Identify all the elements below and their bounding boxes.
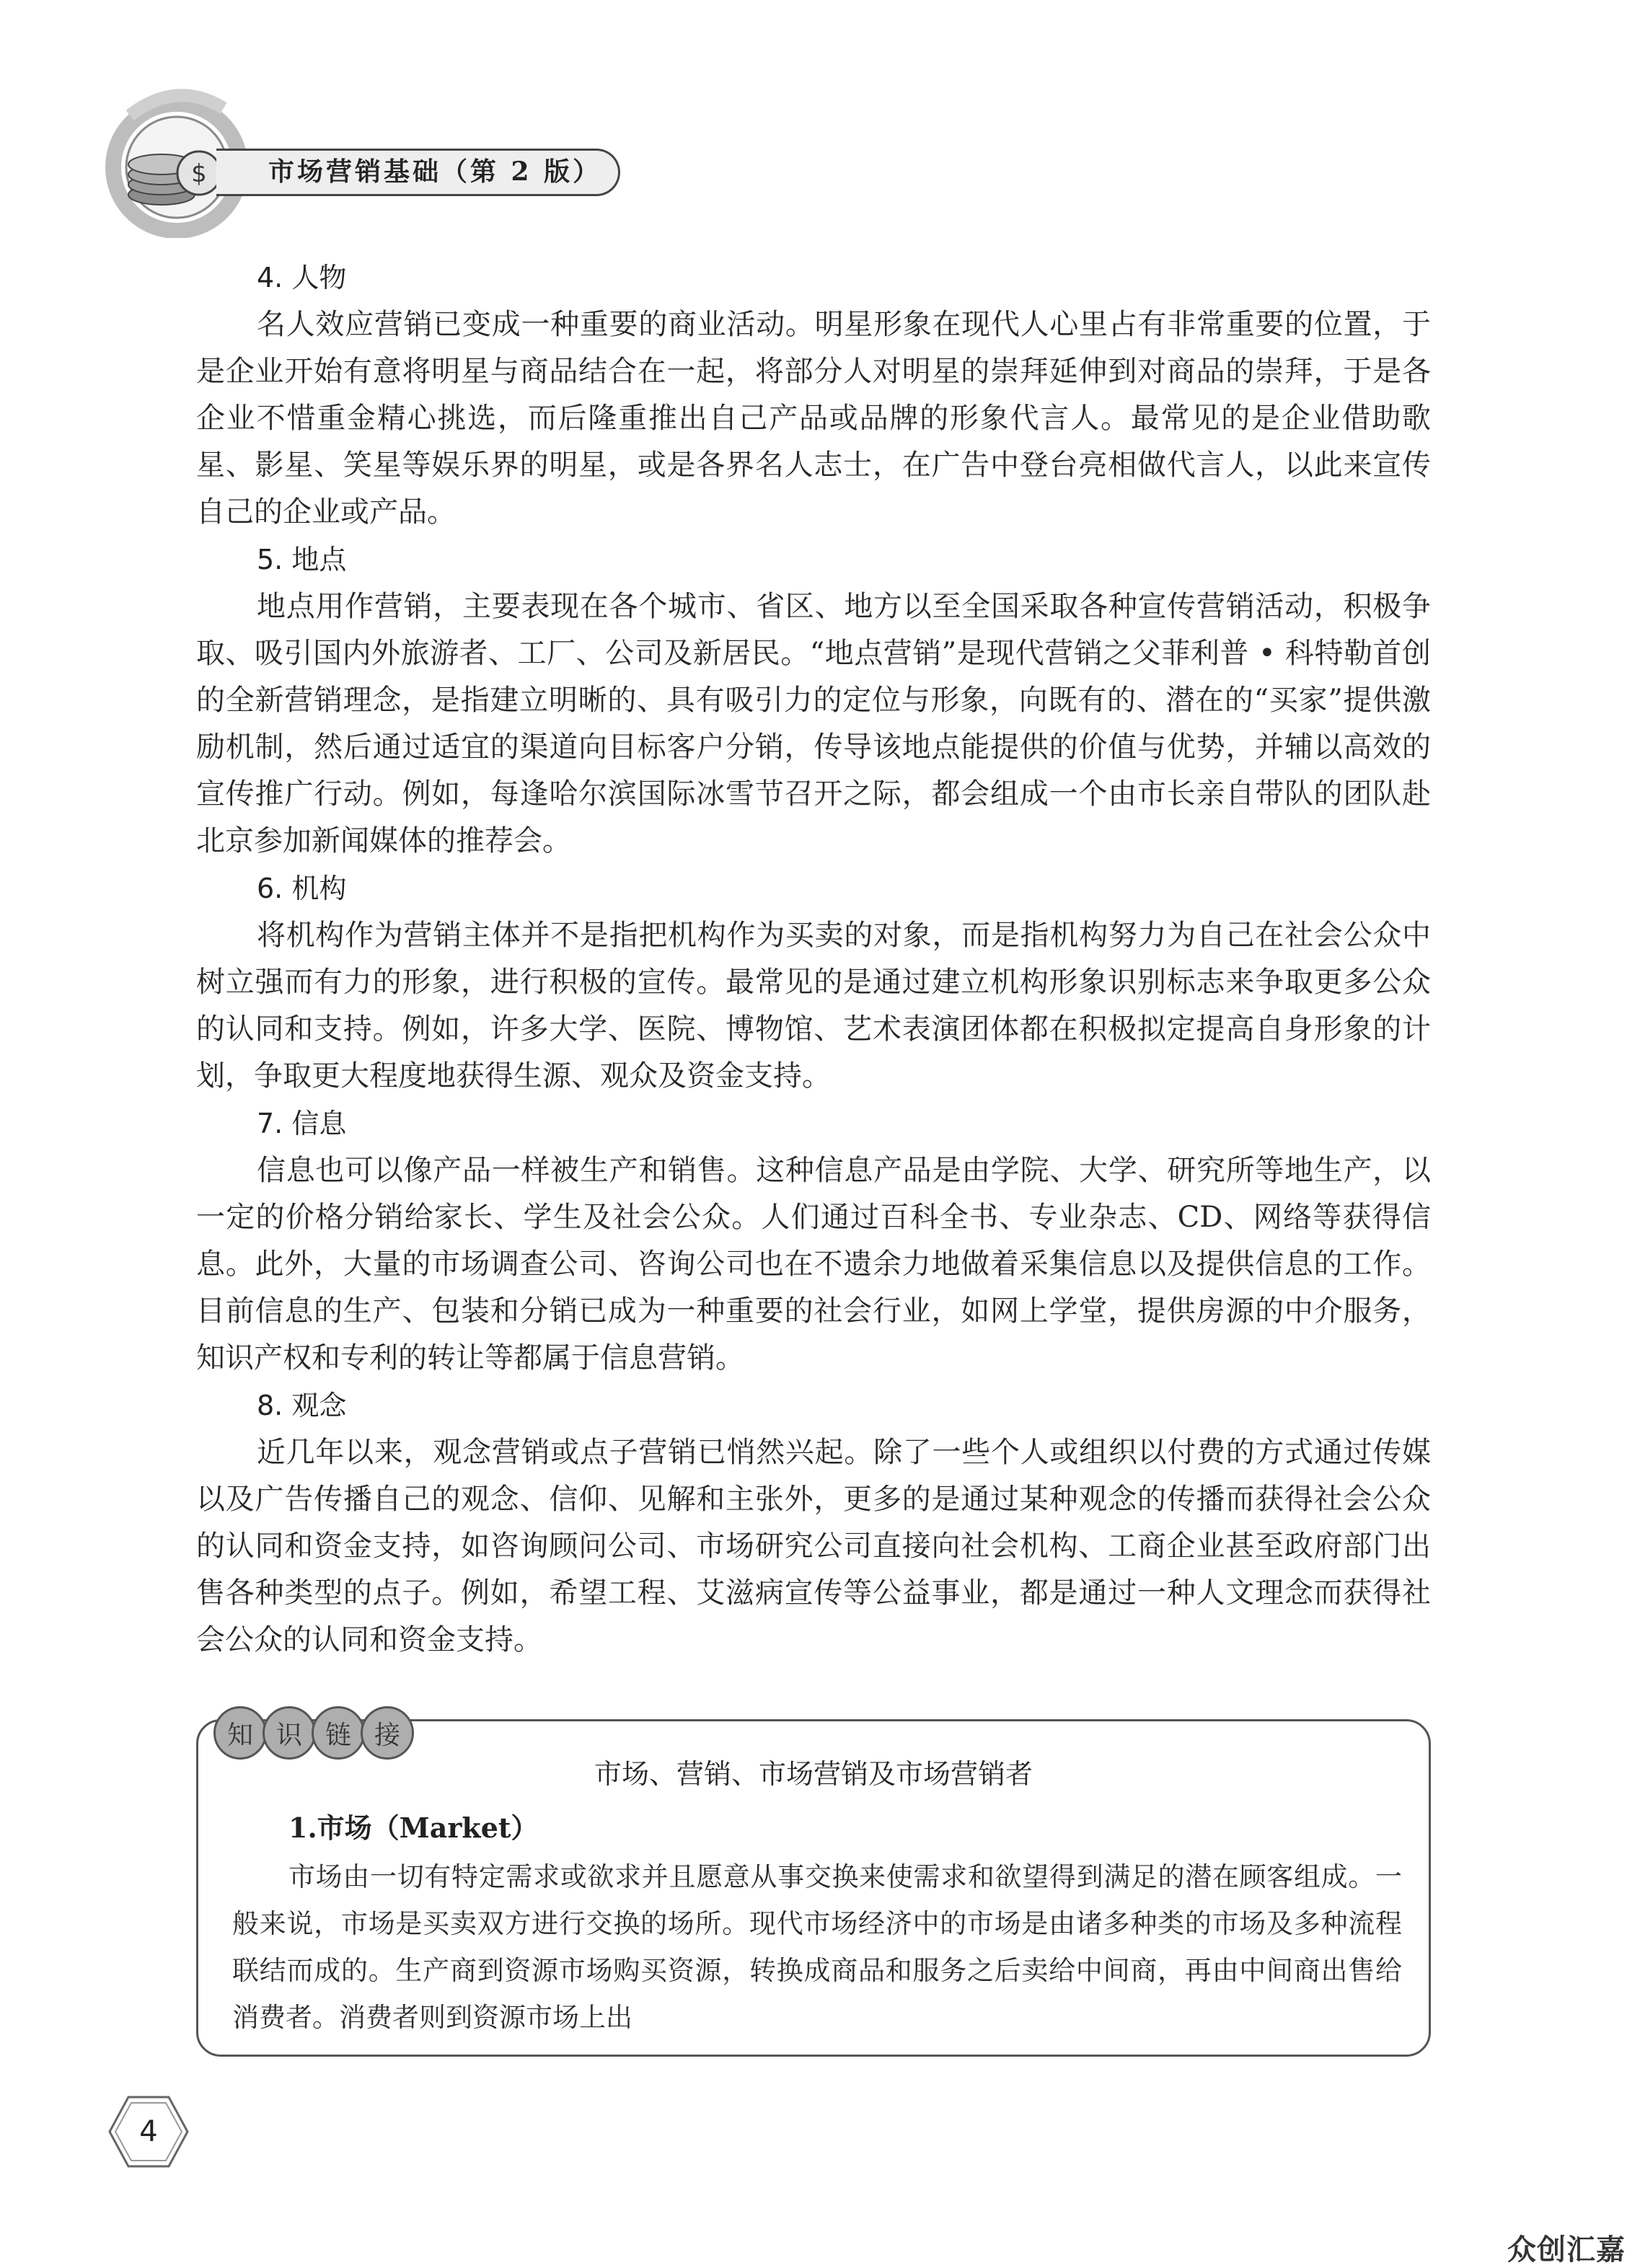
- svg-text:$: $: [191, 159, 207, 188]
- knowledge-label-char: 知: [213, 1706, 267, 1760]
- section-heading: 8. 观念: [257, 1390, 347, 1421]
- knowledge-subheading: 1.市场（Market）: [288, 1812, 539, 1844]
- knowledge-label: [213, 1706, 410, 1760]
- knowledge-body: [232, 1853, 1402, 2041]
- section-paragraph: 名人效应营销已变成一种重要的商业活动。明星形象在现代人心里占有非常重要的位置，于是企业开始有意将明星与商品结合在一起，将部分人对明星的崇拜延伸到对商品的崇拜，于是各企业不惜重金精心挑选，而后隆重推出自己产品或品牌的形象代言人。最常见的是企业借助歌星、影星、笑星等娱乐界的明星，或是各界名人志士，在广告中登台亮相做代言人，以此来宣传自己的企业或产品。: [196, 308, 1431, 529]
- section-heading: 6. 机构: [257, 873, 347, 904]
- book-title: 市场营销基础（第 2 版）: [268, 156, 602, 187]
- section-heading: 7. 信息: [257, 1108, 347, 1139]
- knowledge-label-char: 接: [361, 1706, 414, 1760]
- knowledge-paragraph: 市场由一切有特定需求或欲求并且愿意从事交换来使需求和欲望得到满足的潜在顾客组成。一般来说，市场是买卖双方进行交换的场所。现代市场经济中的市场是由诸多种类的市场及多种流程联结而成的。生产商到资源市场购买资源，转换成商品和服务之后卖给中间商，再由中间商出售给消费者。消费者则到资源市场上出: [232, 1861, 1402, 2033]
- main-content: [196, 254, 1431, 1664]
- watermark: 众创汇嘉: [1507, 2233, 1626, 2267]
- page-number: 4: [139, 2115, 158, 2148]
- knowledge-label-char: 识: [263, 1706, 316, 1760]
- section-heading: 4. 人物: [257, 262, 347, 294]
- section-paragraph: 信息也可以像产品一样被生产和销售。这种信息产品是由学院、大学、研究所等地生产，以一定的价格分销给家长、学生及社会公众。人们通过百科全书、专业杂志、CD、网络等获得信息。此外，大量的市场调查公司、咨询公司也在不遗余力地做着采集信息以及提供信息的工作。目前信息的生产、包装和分销已成为一种重要的社会行业，如网上学堂，提供房源的中介服务，知识产权和专利的转让等都属于信息营销。: [196, 1154, 1431, 1375]
- knowledge-label-char: 链: [312, 1706, 365, 1760]
- section-paragraph: 将机构作为营销主体并不是指把机构作为买卖的对象，而是指机构努力为自己在社会公众中树立强而有力的形象，进行积极的宣传。最常见的是通过建立机构形象识别标志来争取更多公众的认同和支持。例如，许多大学、医院、博物馆、艺术表演团体都在积极拟定提高自身形象的计划，争取更大程度地获得生源、观众及资金支持。: [196, 919, 1431, 1093]
- section-paragraph: 近几年以来，观念营销或点子营销已悄然兴起。除了一些个人或组织以付费的方式通过传媒以及广告传播自己的观念、信仰、见解和主张外，更多的是通过某种观念的传播而获得社会公众的认同和资金支持，如咨询顾问公司、市场研究公司直接向社会机构、工商企业甚至政府部门出售各种类型的点子。例如，希望工程、艾滋病宣传等公益事业，都是通过一种人文理念而获得社会公众的认同和资金支持。: [196, 1436, 1431, 1656]
- section-heading: 5. 地点: [257, 544, 347, 575]
- section-paragraph: 地点用作营销，主要表现在各个城市、省区、地方以至全国采取各种宣传营销活动，积极争取、吸引国内外旅游者、工厂、公司及新居民。“地点营销”是现代营销之父菲利普 • 科特勒首创的全新营销理念，是指建立明晰的、具有吸引力的定位与形象，向既有的、潜在的“买家”提供激励机制，然后通过适宜的渠道向目标客户分销，传导该地点能提供的价值与优势，并辅以高效的宣传推广行动。例如，每逢哈尔滨国际冰雪节召开之际，都会组成一个由市长亲自带队的团队赴北京参加新闻媒体的推荐会。: [196, 590, 1431, 857]
- knowledge-title: 市场、营销、市场营销及市场营销者: [594, 1758, 1033, 1790]
